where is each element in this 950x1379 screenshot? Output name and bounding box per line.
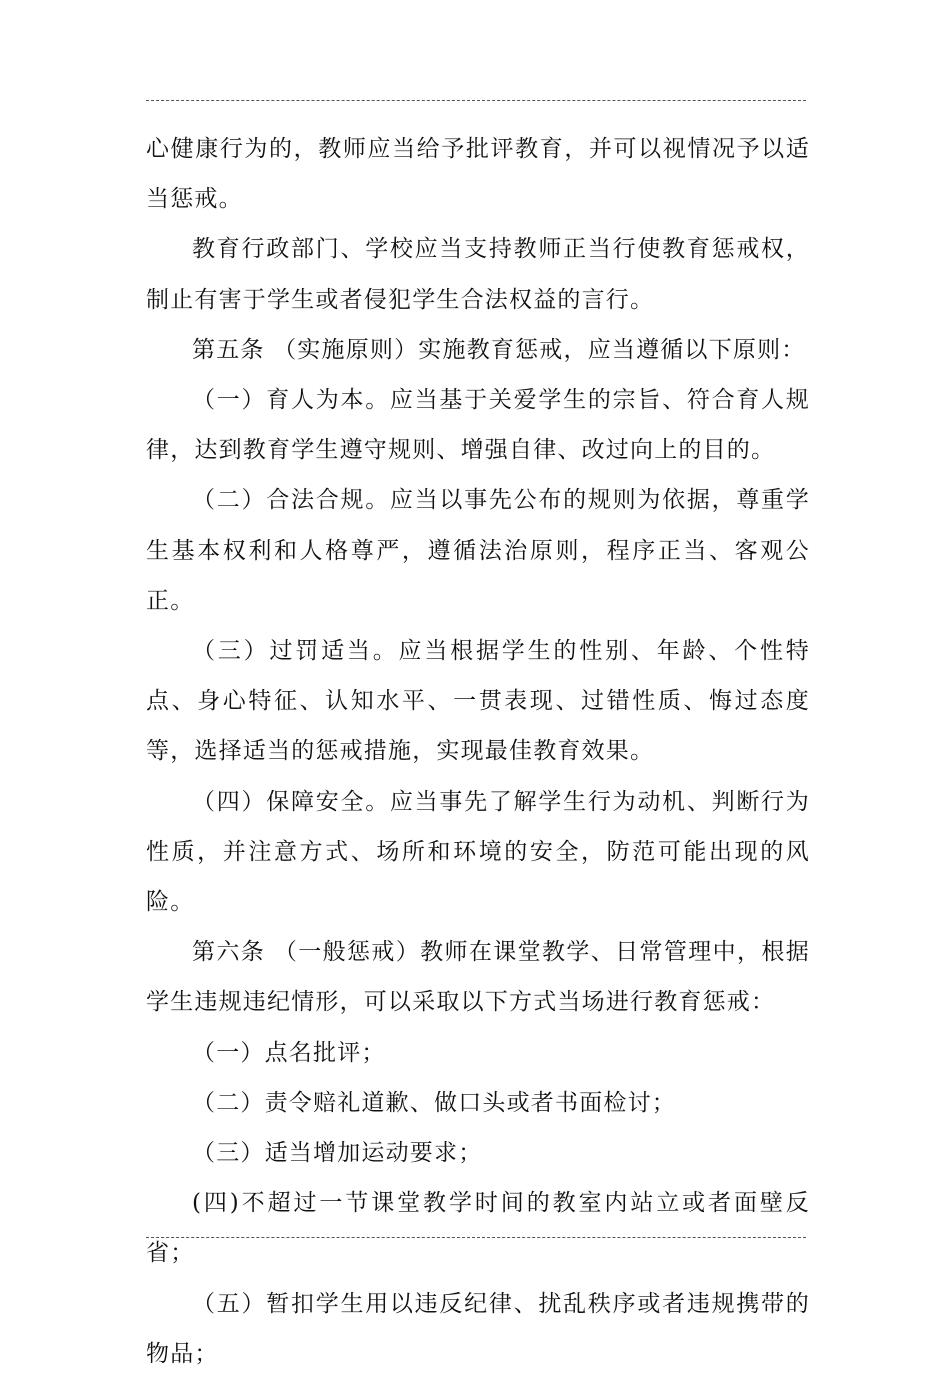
list-item: （四）保障安全。应当事先了解学生行为动机、判断行为性质，并注意方式、场所和环境的安全，防范可能出现的风险。 — [146, 788, 810, 916]
list-item: （一）育人为本。应当基于关爱学生的宗旨、符合育人规律，达到教育学生遵守规则、增强自律、改过向上的目的。 — [146, 387, 810, 464]
list-item: （二）合法合规。应当以事先公布的规则为依据，尊重学生基本权利和人格尊严，遵循法治原则，程序正当、客观公正。 — [146, 487, 810, 614]
footer-dashed-rule — [146, 1237, 806, 1238]
list-item: （三）适当增加运动要求； — [192, 1140, 483, 1167]
list-item: （一）点名批评； — [192, 1039, 386, 1066]
paragraph: 心健康行为的，教师应当给予批评教育，并可以视情况予以适当惩戒。 — [146, 136, 810, 213]
article-heading: 第五条 （实施原则）实施教育惩戒，应当遵循以下原则： — [192, 336, 806, 363]
list-item: （二）责令赔礼道歉、做口头或者书面检讨； — [192, 1089, 676, 1116]
paragraph: 教育行政部门、学校应当支持教师正当行使教育惩戒权，制止有害于学生或者侵犯学生合法权益的言行。 — [146, 236, 810, 313]
list-item: (四)不超过一节课堂教学时间的教室内站立或者面壁反省； — [146, 1190, 810, 1267]
list-item: （五）暂扣学生用以违反纪律、扰乱秩序或者违规携带的物品； — [146, 1290, 810, 1367]
header-dashed-rule — [146, 100, 806, 101]
article-heading: 第六条 （一般惩戒）教师在课堂教学、日常管理中，根据学生违规违纪情形，可以采取以下方式当场进行教育惩戒： — [146, 939, 810, 1016]
document-body — [146, 124, 810, 1379]
list-item: （三）过罚适当。应当根据学生的性别、年龄、个性特点、身心特征、认知水平、一贯表现、过错性质、悔过态度等，选择适当的惩戒措施，实现最佳教育效果。 — [146, 638, 810, 765]
